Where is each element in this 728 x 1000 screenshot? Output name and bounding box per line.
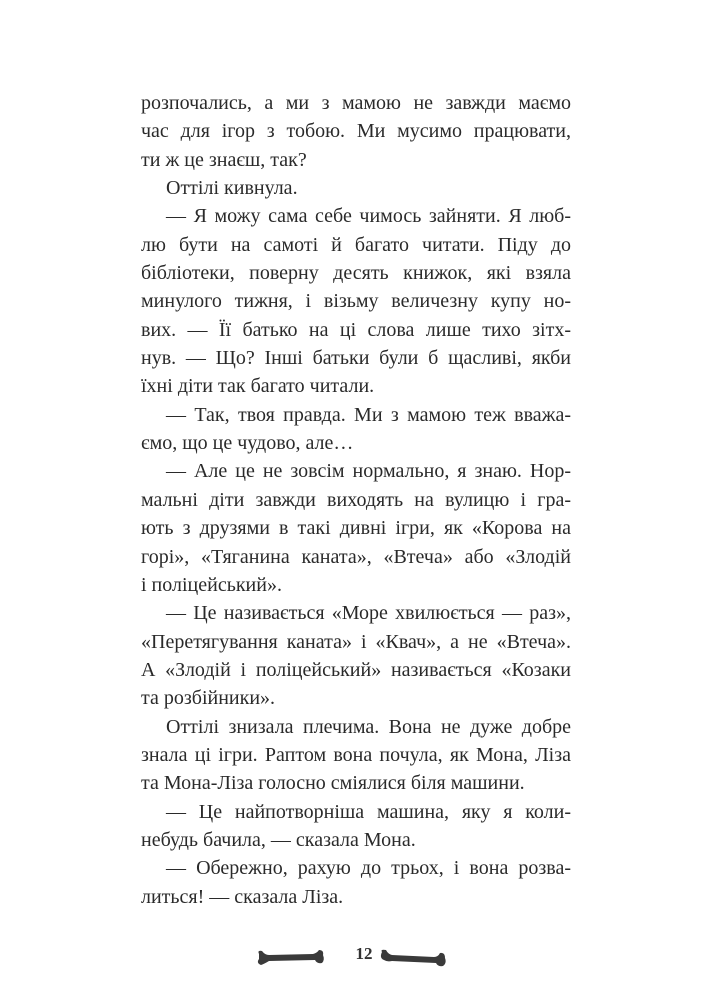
text-line: — Це найпотворніша машина, яку я коли-	[166, 800, 571, 823]
text-line: Оттілі знизала плечима. Вона не дуже добре	[166, 715, 571, 738]
text-line: — Так, твоя правда. Ми з мамою теж вважа-	[166, 403, 571, 426]
text-line: Оттілі кивнула.	[166, 177, 298, 200]
text-line: — Але це не зовсім нормально, я знаю. Нор-	[166, 460, 571, 483]
bone-left-icon	[255, 948, 327, 968]
text-line: ють з друзями в такі дивні ігри, як «Корова на	[141, 517, 571, 540]
page-number: 12	[355, 944, 373, 963]
text-line: знала ці ігри. Раптом вона почула, як Мона, Ліза	[141, 743, 571, 766]
text-line: ти ж це знаєш, так?	[141, 148, 307, 171]
text-line: час для ігор з тобою. Ми мусимо працювати,	[141, 120, 571, 143]
text-line: бібліотеки, поверну десять книжок, які взяла	[141, 262, 571, 285]
text-line: лю бути на самоті й багато читати. Піду до	[141, 233, 571, 256]
text-line: — Це називається «Море хвилюється — раз»,	[166, 602, 571, 625]
text-line: минулого тижня, і візьму величезну купу но-	[141, 290, 571, 313]
text-line: «Перетягування каната» і «Квач», а не «Втеча».	[141, 630, 571, 653]
text-line: та Мона-Ліза голосно сміялися біля машини.	[141, 772, 525, 795]
text-line: — Обережно, рахую до трьох, і вона розва-	[166, 857, 571, 880]
page-footer	[0, 940, 728, 970]
body-text	[141, 89, 571, 911]
text-line: розпочались, а ми з мамою не завжди маємо	[141, 92, 571, 114]
text-line: А «Злодій і поліцейський» називається «Козаки	[141, 658, 571, 681]
text-line: — Я можу сама себе чимось зайняти. Я люб-	[166, 205, 571, 228]
text-line: їхні діти так багато читали.	[141, 375, 375, 398]
text-line: ємо, що це чудово, але…	[141, 432, 354, 455]
text-line: горі», «Тяганина каната», «Втеча» або «Злодій	[141, 545, 571, 568]
text-line: та розбійники».	[141, 687, 276, 710]
bone-right-icon	[378, 948, 448, 970]
text-line: мальні діти завжди виходять на вулицю і гра-	[141, 488, 571, 511]
text-line: нув. — Що? Інші батьки були б щасливі, якби	[141, 347, 571, 370]
text-line: і поліцейський».	[141, 573, 282, 596]
text-line: небудь бачила, — сказала Мона.	[141, 828, 416, 851]
text-line: литься! — сказала Ліза.	[141, 885, 344, 908]
text-line: вих. — Її батько на ці слова лише тихо зітх-	[141, 318, 571, 341]
